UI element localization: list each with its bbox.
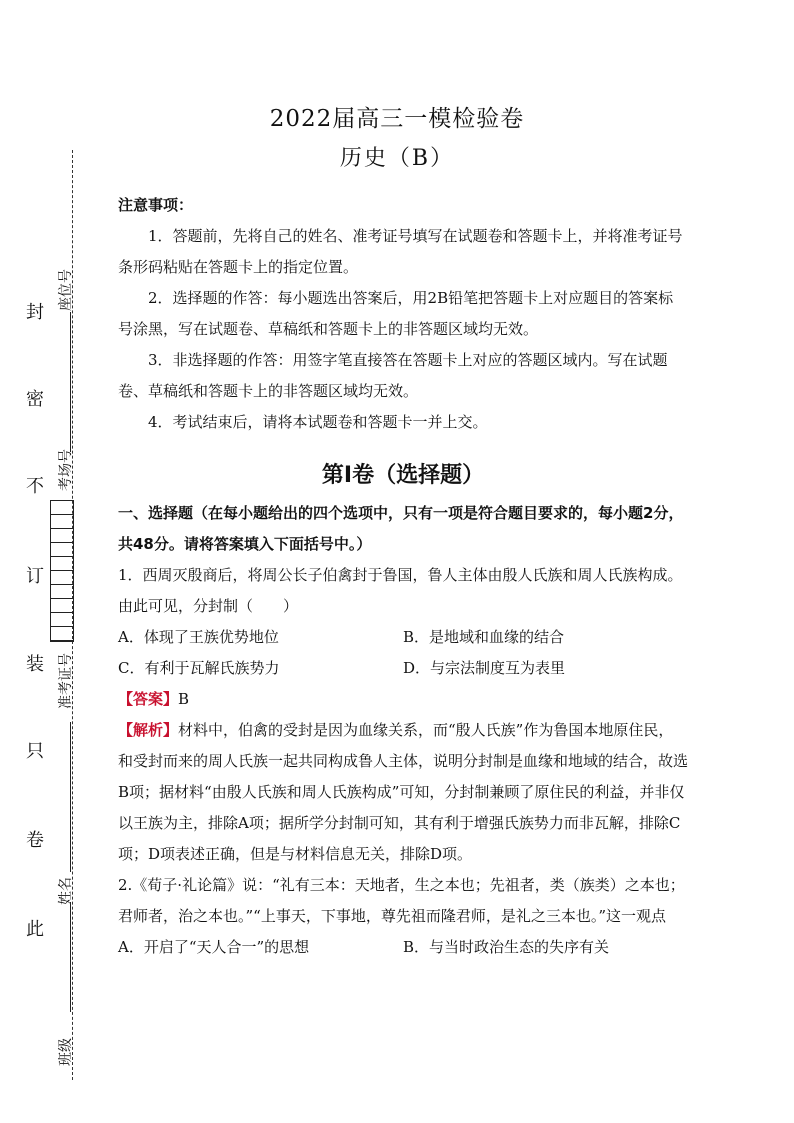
answer-tag: 【答案】 (118, 690, 179, 708)
seal-char: 装 (26, 654, 44, 675)
note-item: 2．选择题的作答：每小题选出答案后，用2B铅笔把答题卡上对应题目的答案标号涂黑，写在试题卷、草稿纸和答题卡上的非答题区域均无效。 (118, 289, 674, 338)
seal-char: 只 (26, 741, 44, 762)
seat-number-line (70, 312, 71, 452)
name-line (70, 902, 71, 1012)
exam-content (118, 190, 688, 963)
option-d: D．与宗法制度互为表里 (403, 659, 566, 677)
exam-subtitle: 历史（B） (339, 146, 455, 171)
question-1-analysis (118, 715, 688, 870)
analysis-text: 材料中，伯禽的受封是因为血缘关系，而“殷人氏族”作为鲁国本地原住民，和受封而来的周人氏族一起共同构成鲁人主体，说明分封制是血缘和地域的结合，故选B项；据材料“由殷人氏族和周人氏族构成”可知，分封制兼顾了原住民的利益，并非仅以王族为主，排除A项；据所学分封制可知，其有利于增强氏族势力而非瓦解，排除C项；D项表述正确，但是与材料信息无关，排除D项。 (118, 721, 689, 863)
option-c: C．有利于瓦解氏族势力 (118, 659, 280, 677)
seal-char: 不 (26, 476, 44, 497)
option-b: B．是地域和血缘的结合 (403, 628, 565, 646)
exam-room-label: 考场号 (58, 449, 74, 491)
seal-char: 卷 (26, 830, 44, 851)
seal-char: 封 (26, 302, 44, 323)
answer-value: B (178, 690, 190, 708)
note-item: 1．答题前，先将自己的姓名、准考证号填写在试题卷和答题卡上，并将准考证号条形码粘贴在答题卡上的指定位置。 (118, 227, 683, 276)
part-heading: 一、选择题（在每小题给出的四个选项中，只有一项是符合题目要求的，每小题2分，共48分。请将答案填入下面括号中。） (118, 504, 684, 553)
question-2-stem: 2.《荀子·礼论篇》说：“礼有三本：天地者，生之本也；先祖者，类（族类）之本也；君师者，治之本也。”“上事天，下事地，尊先祖而隆君师，是礼之三本也。”这一观点 (118, 876, 685, 925)
seal-char: 订 (26, 566, 44, 587)
note-item: 4．考试结束后，请将本试题卷和答题卡一并上交。 (148, 413, 488, 431)
option-a: A．体现了王族优势地位 (118, 628, 279, 646)
seal-char: 此 (26, 919, 44, 940)
question-2-options-row1 (118, 932, 688, 963)
question-1-options-row1 (118, 622, 688, 653)
analysis-tag: 【解析】 (118, 721, 179, 739)
class-label: 班级 (58, 1038, 74, 1066)
question-1-options-row2 (118, 653, 688, 684)
notes-heading: 注意事项： (118, 196, 194, 214)
admission-number-label: 准考证号 (58, 653, 74, 709)
question-1-answer (118, 684, 688, 715)
question-1-stem: 1．西周灭殷商后，将周公长子伯禽封于鲁国，鲁人主体由殷人氏族和周人氏族构成。由此可见，分封制（ ） (118, 566, 683, 615)
admission-number-line (70, 722, 71, 872)
seal-char: 密 (26, 389, 44, 410)
name-label: 姓名 (58, 877, 74, 905)
exam-title: 2022届高三一模检验卷 (269, 106, 525, 132)
option-b: B．与当时政治生态的失序有关 (403, 938, 610, 956)
seat-number-label: 座位号 (58, 269, 74, 311)
note-item: 3．非选择题的作答：用签字笔直接答在答题卡上对应的答题区域内。写在试题卷、草稿纸和答题卡上的非答题区域均无效。 (118, 351, 668, 400)
exam-number-grid (50, 500, 74, 642)
option-a: A．开启了“天人合一”的思想 (118, 938, 310, 956)
section-title: 第Ⅰ卷（选择题） (321, 463, 485, 488)
